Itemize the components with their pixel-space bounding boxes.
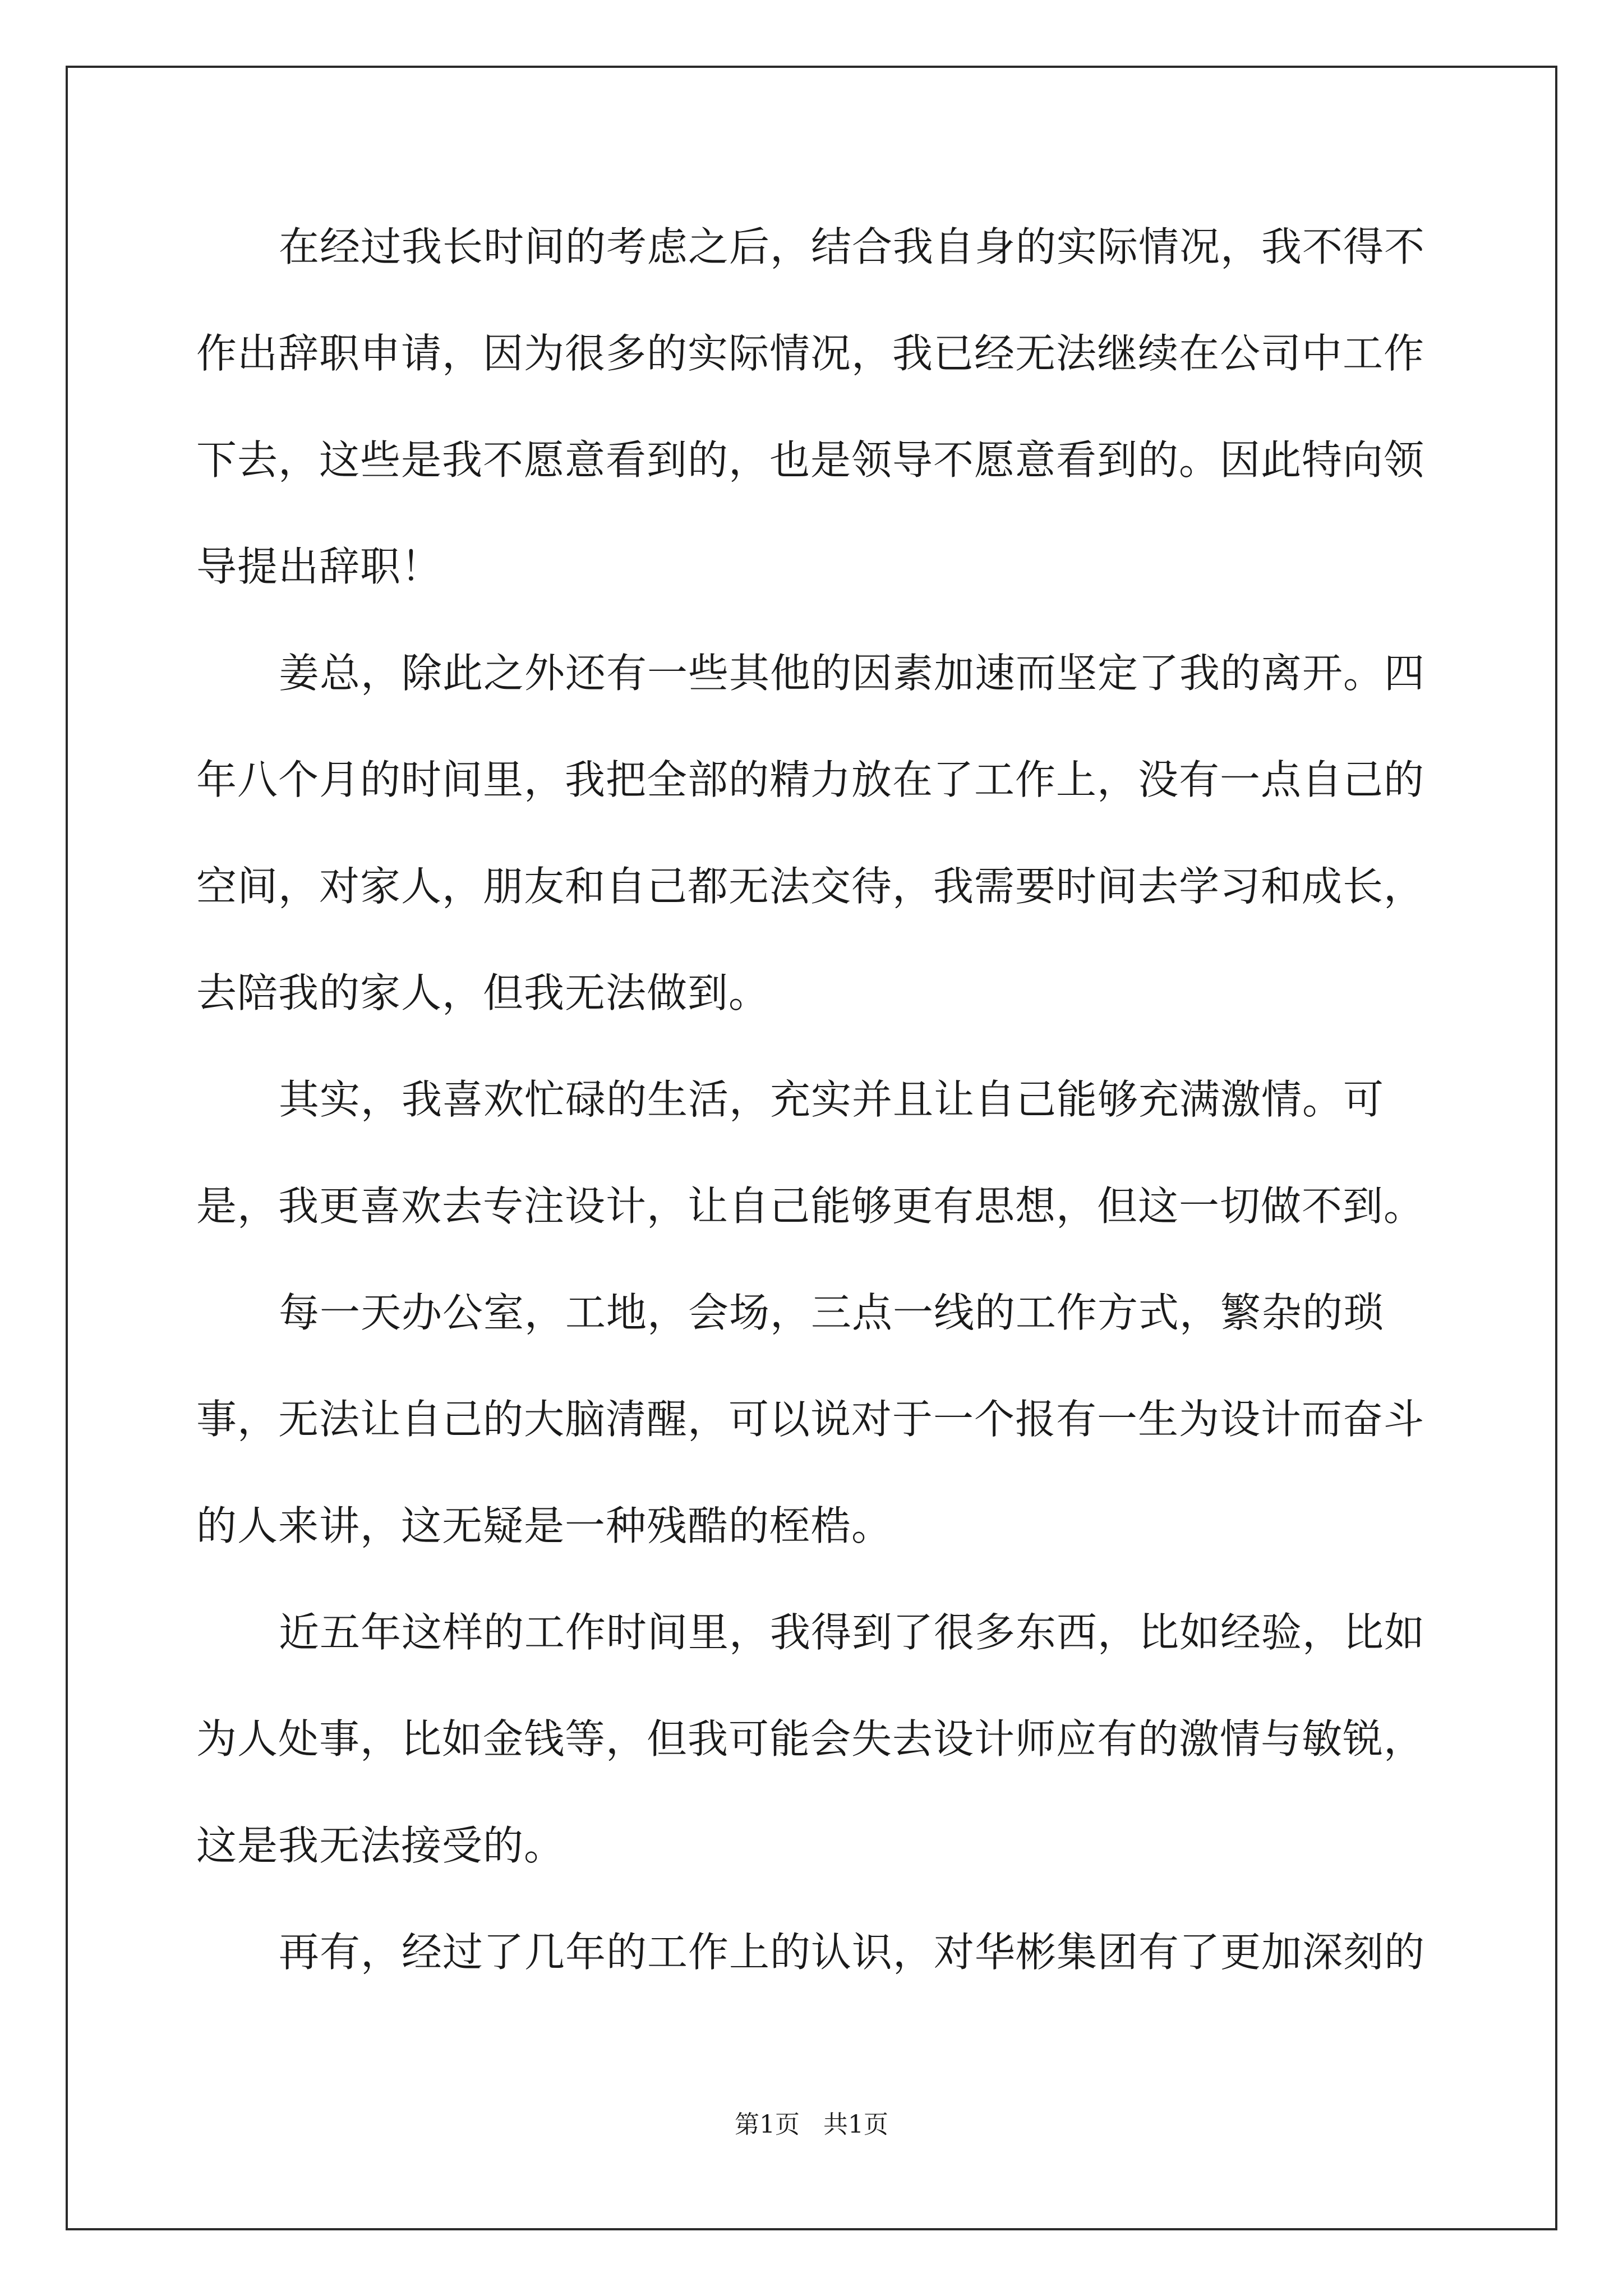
paragraph: 在经过我长时间的考虑之后，结合我自身的实际情况，我不得不作出辞职申请，因为很多的实际情况，我已经无法继续在公司中工作下去，这些是我不愿意看到的，也是领导不愿意看到的。因此特向领导提出辞职！ xyxy=(196,223,1426,590)
paragraph: 再有，经过了几年的工作上的认识，对华彬集团有了更加深刻的 xyxy=(279,1929,1426,1976)
paragraph: 每一天办公室，工地，会场，三点一线的工作方式，繁杂的琐事，无法让自己的大脑清醒，可以说对于一个报有一生为设计而奋斗的人来讲，这无疑是一种残酷的桎梏。 xyxy=(196,1289,1425,1549)
document-body xyxy=(196,194,1430,2005)
paragraph: 近五年这样的工作时间里，我得到了很多东西，比如经验，比如为人处事，比如金钱等，但我可能会失去设计师应有的激情与敏锐，这是我无法接受的。 xyxy=(196,1609,1426,1869)
page-total: 共1页 xyxy=(823,2110,888,2139)
page-number: 第1页 xyxy=(735,2110,800,2139)
paragraph: 姜总，除此之外还有一些其他的因素加速而坚定了我的离开。四年八个月的时间里，我把全部的精力放在了工作上，没有一点自己的空间，对家人，朋友和自己都无法交待，我需要时间去学习和成长，去陪我的家人，但我无法做到。 xyxy=(196,650,1426,1016)
page-footer xyxy=(0,2108,1623,2142)
paragraph: 其实，我喜欢忙碌的生活，充实并且让自己能够充满激情。可是，我更喜欢去专注设计，让自己能够更有思想，但这一切做不到。 xyxy=(196,1076,1425,1230)
